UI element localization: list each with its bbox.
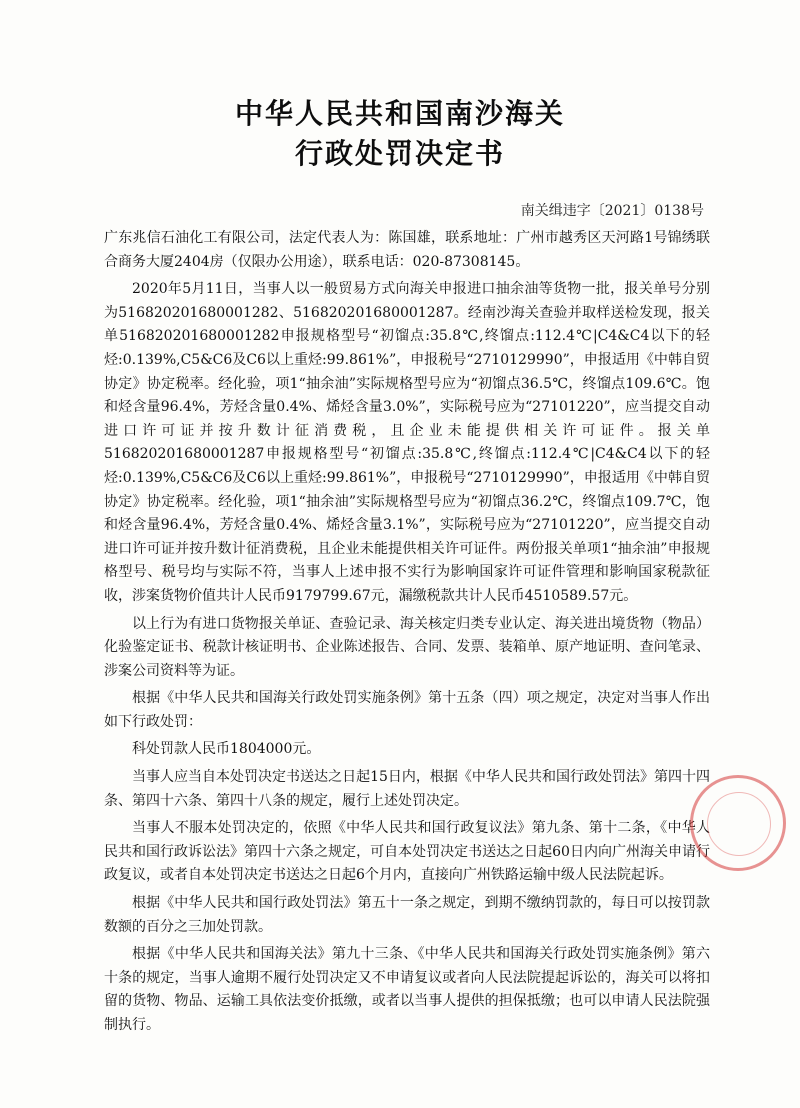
payment-deadline-paragraph: 当事人应当自本处罚决定书送达之日起15日内，根据《中华人民共和国行政处罚法》第四十四条、第四十六条、第四十八条的规定，履行上述处罚决定。 [104, 769, 710, 809]
facts-paragraph: 2020年5月11日，当事人以一般贸易方式向海关申报进口抽余油等货物一批，报关单号分别为516820201680001282、516820201680001287。经南沙海关查验并取样送检发现，报关单516820201680001282申报规格型号“初馏点:35.8℃,终馏点:112.4℃|C4&C4以下的轻烃:0.139%,C5&C6及C6以上重烃:99.861%”，申报税号“2710129990”，申报适用《中韩自贸协定》协定税率。经化验，项1“抽余油”实际规格型号应为“初馏点36.5℃，终馏点109.6℃。饱和烃含量96.4%，芳烃含量0.4%、烯烃含量3.0%”，实际税号应为“27101220”，应当提交自动进口许可证并按升数计征消费税，且企业未能提供相关许可证件。报关单516820201680001287申报规格型号“初馏点:35.8℃,终馏点:112.4℃|C4&C4以下的轻烃:0.139%,C5&C6及C6以上重烃:99.861%”，申报税号“2710129990”，申报适用《中韩自贸协定》协定税率。经化验，项1“抽余油”实际规格型号应为“初馏点36.2℃，终馏点109.7℃，饱和烃含量96.4%，芳烃含量0.4%、烯烃含量3.1%”，实际税号应为“27101220”，应当提交自动进口许可证并按升数计征消费税，且企业未能提供相关许可证件。两份报关单项1“抽余油”申报规格型号、税号均与实际不符，当事人上述申报不实行为影响国家许可证件管理和影响国家税款征收，涉案货物价值共计人民币9179799.67元，漏缴税款共计人民币4510589.57元。 [104, 281, 710, 604]
document-number: 南关缉违字〔2021〕0138号 [520, 203, 704, 219]
penalty-paragraph: 科处罚款人民币1804000元。 [132, 741, 321, 758]
document-title-line1: 中华人民共和国南沙海关 [234, 97, 565, 130]
appeal-rights-paragraph: 当事人不服本处罚决定的，依照《中华人民共和国行政复议法》第九条、第十二条，《中华人民共和国行政诉讼法》第四十六条之规定，可自本处罚决定书送达之日起60日内向广州海关申请行政复议，或者自本处罚决定书送达之日起6个月内，直接向广州铁路运输中级人民法院起诉。 [104, 820, 710, 884]
party-info-paragraph: 广东兆信石油化工有限公司，法定代表人为：陈国雄，联系地址：广州市越秀区天河路1号锦绣联合商务大厦2404房（仅限办公用途），联系电话：020-87308145。 [104, 230, 710, 270]
evidence-paragraph: 以上行为有进口货物报关单证、查验记录、海关核定归类专业认定、海关进出境货物（物品）化验鉴定证书、税款计核证明书、企业陈述报告、合同、发票、装箱单、原产地证明、查问笔录、涉案公司资料等为证。 [104, 615, 710, 679]
document-title-line2: 行政处罚决定书 [294, 137, 505, 170]
legal-basis-paragraph: 根据《中华人民共和国海关行政处罚实施条例》第十五条（四）项之规定，决定对当事人作出如下行政处罚： [104, 690, 710, 730]
document-body [104, 227, 710, 1042]
enforcement-paragraph: 根据《中华人民共和国海关法》第九十三条、《中华人民共和国海关行政处罚实施条例》第六十条的规定，当事人逾期不履行处罚决定又不申请复议或者向人民法院提起诉讼的，海关可以将扣留的货物、物品、运输工具依法变价抵缴，或者以当事人提供的担保抵缴；也可以申请人民法院强制执行。 [104, 946, 710, 1033]
late-fee-paragraph: 根据《中华人民共和国行政处罚法》第五十一条之规定，到期不缴纳罚款的，每日可以按罚款数额的百分之三加处罚款。 [104, 895, 710, 935]
